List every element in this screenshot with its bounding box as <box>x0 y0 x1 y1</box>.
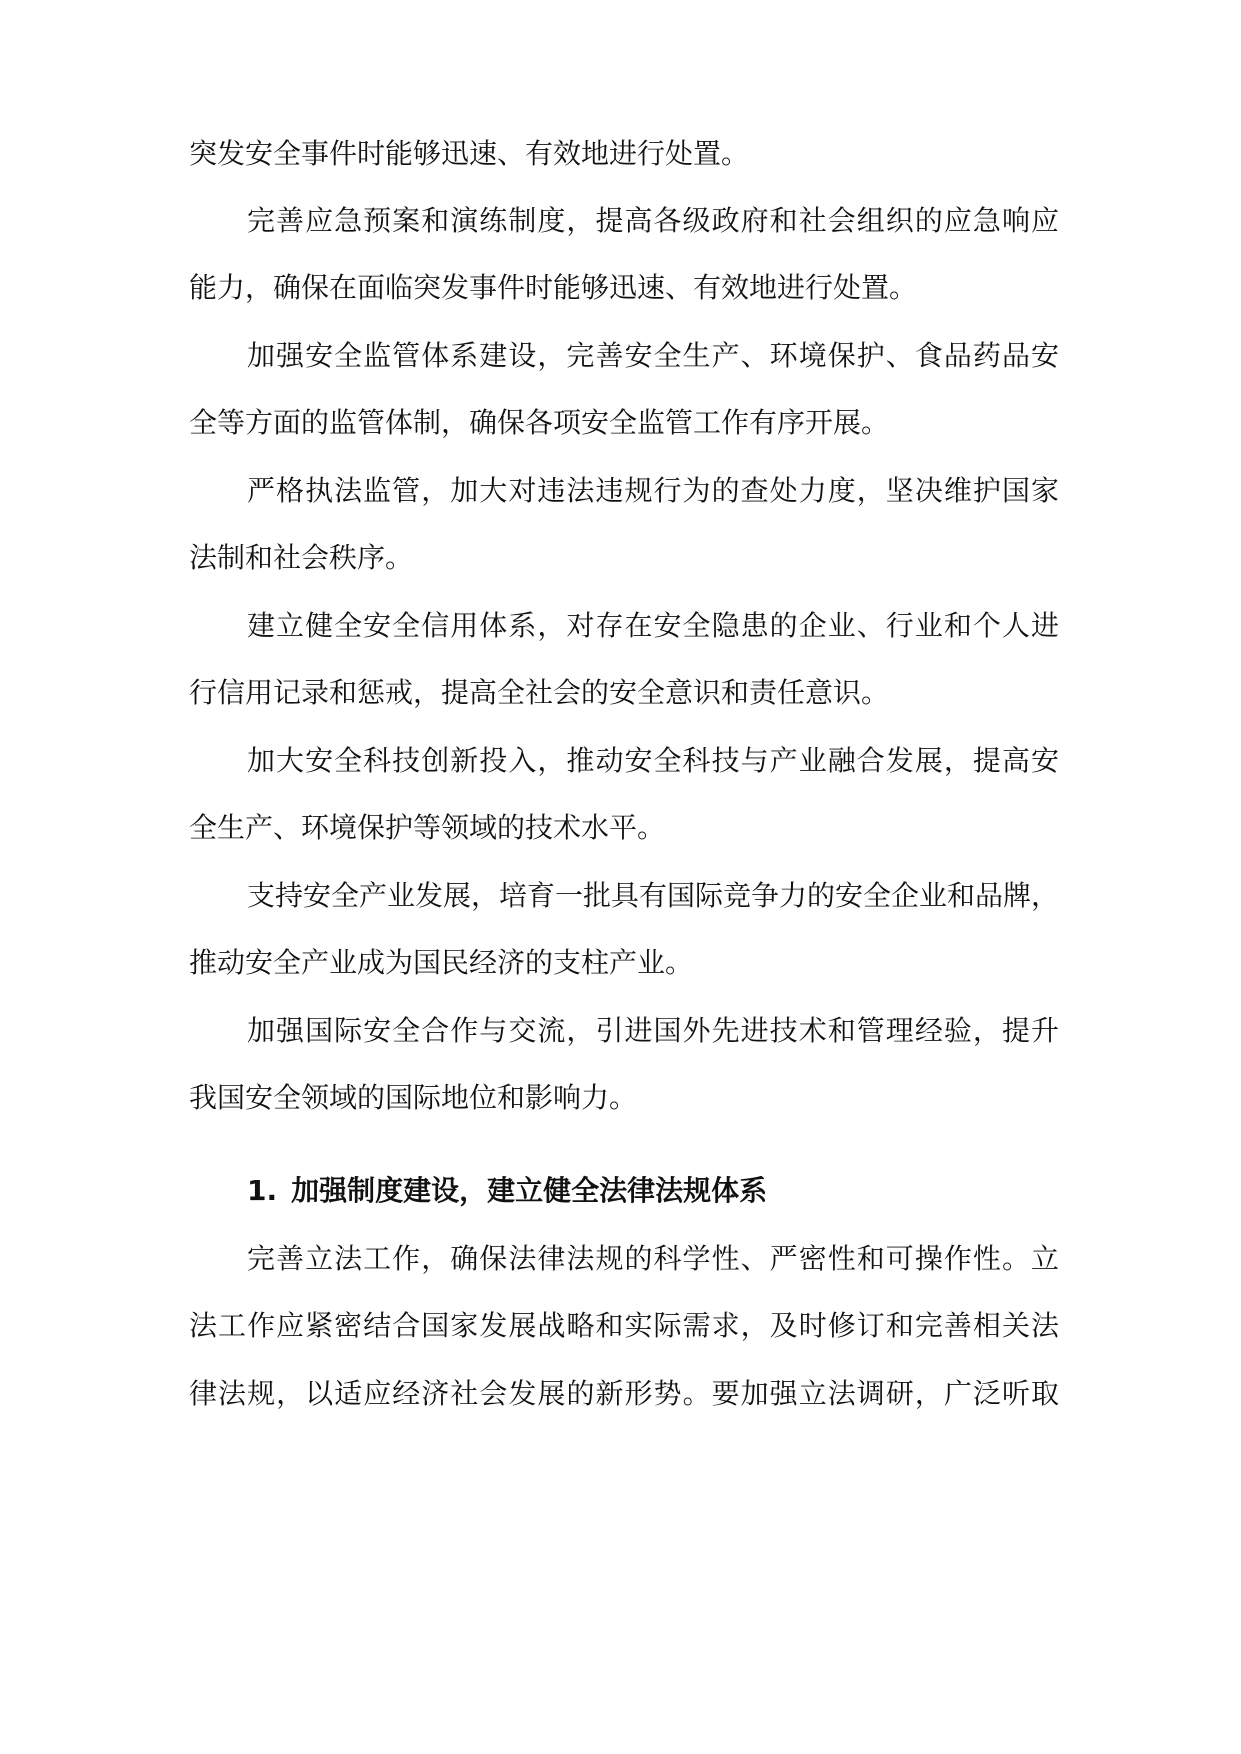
section-number: 1. <box>247 1174 278 1207</box>
paragraph-line: 法工作应紧密结合国家发展战略和实际需求，及时修订和完善相关法 <box>189 1309 1059 1342</box>
paragraph-line: 完善应急预案和演练制度，提高各级政府和社会组织的应急响应 <box>247 204 1059 237</box>
paragraph-line: 建立健全安全信用体系，对存在安全隐患的企业、行业和个人进 <box>247 609 1059 642</box>
paragraph-line: 加强安全监管体系建设，完善安全生产、环境保护、食品药品安 <box>247 339 1059 372</box>
paragraph-line: 完善立法工作，确保法律法规的科学性、严密性和可操作性。立 <box>247 1242 1059 1275</box>
paragraph-line: 全等方面的监管体制，确保各项安全监管工作有序开展。 <box>189 406 890 439</box>
paragraph-line: 我国安全领域的国际地位和影响力。 <box>189 1081 638 1114</box>
paragraph-line: 加大安全科技创新投入，推动安全科技与产业融合发展，提高安 <box>247 744 1059 777</box>
paragraph-line: 推动安全产业成为国民经济的支柱产业。 <box>189 946 694 979</box>
section-title: 加强制度建设，建立健全法律法规体系 <box>291 1174 768 1207</box>
paragraph-line: 突发安全事件时能够迅速、有效地进行处置。 <box>189 137 750 170</box>
paragraph-line: 加强国际安全合作与交流，引进国外先进技术和管理经验，提升 <box>247 1014 1059 1047</box>
paragraph-line: 行信用记录和惩戒，提高全社会的安全意识和责任意识。 <box>189 676 890 709</box>
paragraph-line: 严格执法监管，加大对违法违规行为的查处力度，坚决维护国家 <box>247 474 1059 507</box>
paragraph-line: 法制和社会秩序。 <box>189 541 414 574</box>
paragraph-line: 律法规，以适应经济社会发展的新形势。要加强立法调研，广泛听取 <box>189 1377 1059 1410</box>
paragraph-line: 能力，确保在面临突发事件时能够迅速、有效地进行处置。 <box>189 271 918 304</box>
paragraph-line: 全生产、环境保护等领域的技术水平。 <box>189 811 666 844</box>
section-heading <box>247 1171 767 1211</box>
paragraph-line: 支持安全产业发展，培育一批具有国际竞争力的安全企业和品牌， <box>247 879 1060 912</box>
